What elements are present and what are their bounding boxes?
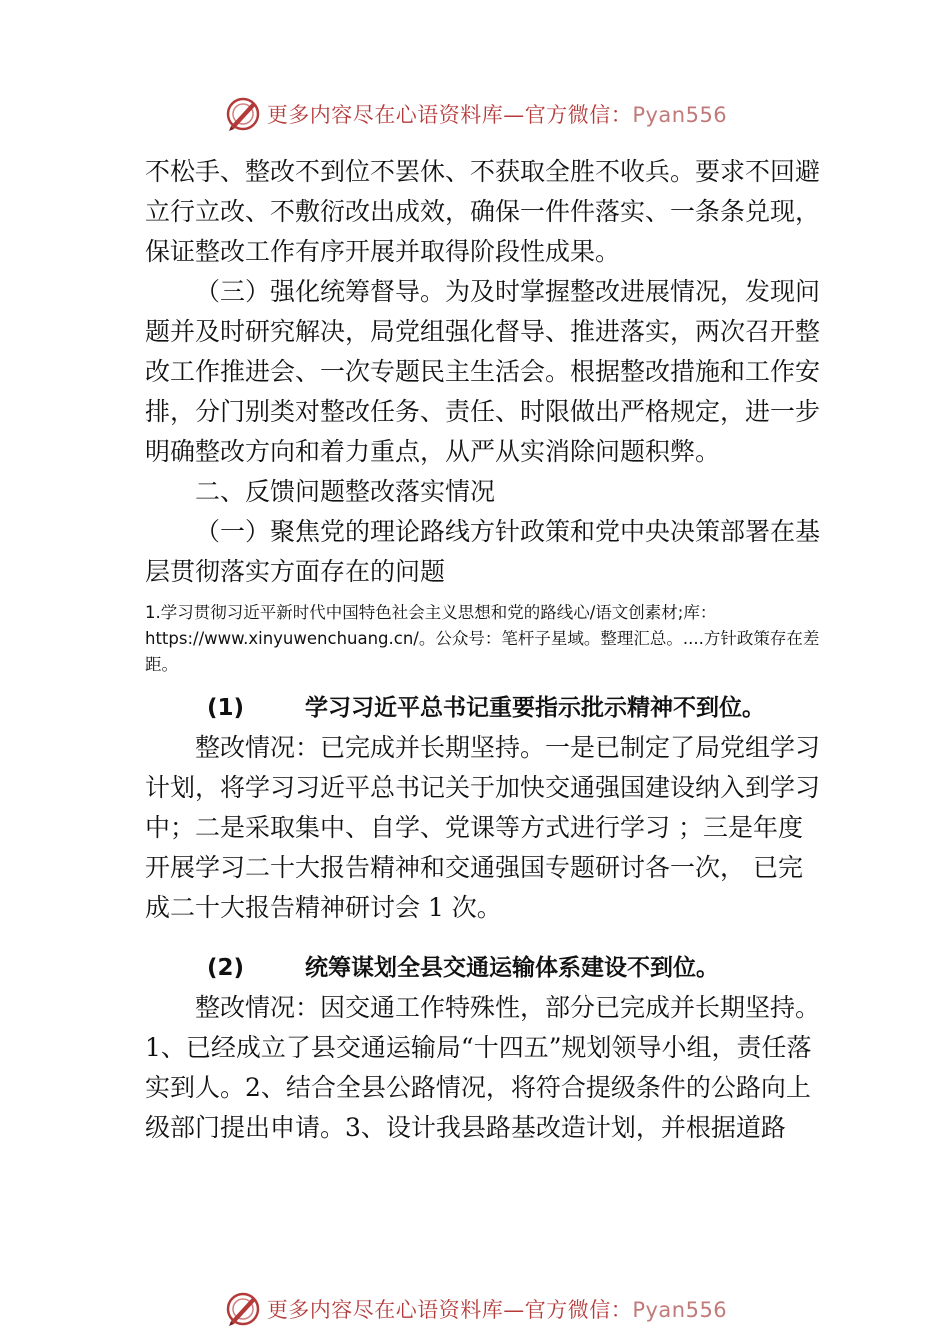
- section-heading-2: 二、反馈问题整改落实情况: [195, 477, 496, 506]
- pen-logo-icon: [223, 1289, 263, 1329]
- item-heading-1: [145, 688, 820, 728]
- rectification-details-2: 1、已经成立了县交通运输局“十四五”规划领导小组，责任落实到人。2、结合全县公路情况，将符合提级条件的公路向上级部门提出申请。3、设计我县路基改造计划，并根据道路: [145, 1033, 812, 1142]
- item-heading-2: [145, 948, 820, 988]
- item-number: (2): [207, 955, 245, 981]
- paragraph-1: 不松手、整改不到位不罢休、不获取全胜不收兵。要求不回避立行立改、不敷衍改出成效，确保一件件落实、一条条兑现，保证整改工作有序开展并取得阶段性成果。: [145, 157, 821, 266]
- footer-banner: [0, 1287, 950, 1331]
- item-title: 学习习近平总书记重要指示批示精神不到位。: [305, 695, 765, 721]
- document-body: [145, 152, 820, 1148]
- item-title: 统筹谋划全县交通运输体系建设不到位。: [305, 955, 719, 981]
- paragraph-coordination: （三）强化统筹督导。为及时掌握整改进展情况，发现问题并及时研究解决，局党组强化督导、推进落实，两次召开整改工作推进会、一次专题民主生活会。根据整改措施和工作安排，分门别类对整改任务、责任、时限做出严格规定，进一步明确整改方向和着力重点，从严从实消除问题积弊。: [145, 277, 821, 466]
- item-number: (1): [207, 695, 245, 721]
- item-1-note: 1.学习贯彻习近平新时代中国特色社会主义思想和党的路线心/语文创素材;库：https://www.xinyuwenchuang.cn/。公众号：笔杆子星域。整理汇总。....方针政策存在差距。: [145, 603, 820, 674]
- header-banner: [0, 92, 950, 136]
- wechat-id: Pyan556: [632, 103, 728, 127]
- rectification-status-1: 整改情况：已完成并长期坚持。一是已制定了局党组学习计划，将学习习近平总书记关于加快交通强国建设纳入到学习中；二是采取集中、自学、党课等方式进行学习 ；三是年度开展学习二十大报告精神和交通强国专题研讨各一次， 已完成二十大报告精神研讨会 1 次。: [145, 733, 821, 922]
- rectification-status-2: 整改情况：因交通工作特殊性，部分已完成并长期坚持。: [195, 993, 821, 1022]
- subsection-heading-1: （一）聚焦党的理论路线方针政策和党中央决策部署在基层贯彻落实方面存在的问题: [145, 517, 821, 586]
- banner-text: 更多内容尽在心语资料库—官方微信：Pyan556: [266, 103, 728, 127]
- wechat-id: Pyan556: [632, 1298, 728, 1322]
- banner-text: 更多内容尽在心语资料库—官方微信：Pyan556: [266, 1298, 728, 1322]
- pen-logo-icon: [223, 94, 263, 134]
